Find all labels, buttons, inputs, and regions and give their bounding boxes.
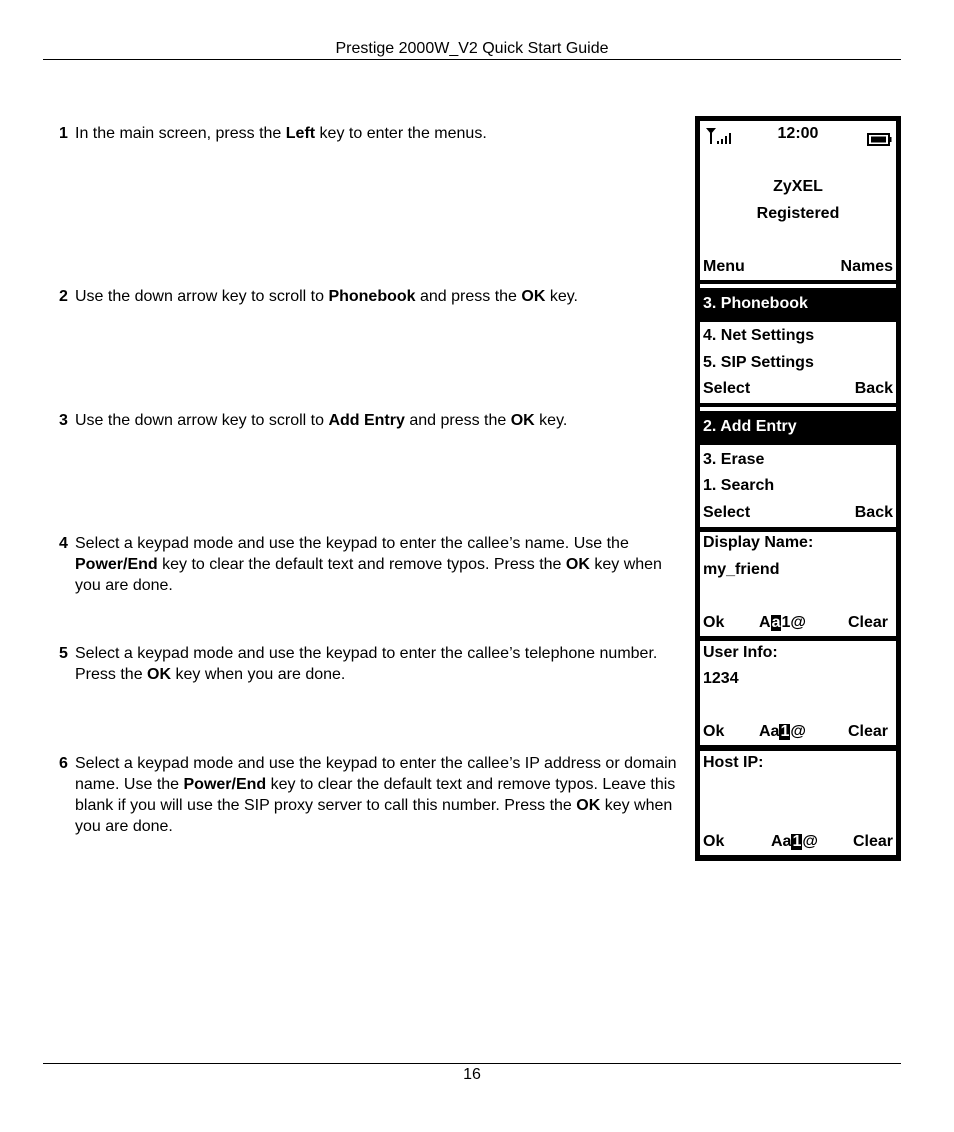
battery-icon [867,133,892,146]
brand-label: ZyXEL [773,178,823,195]
step-number: 6 [59,755,68,772]
field-label: User Info: [703,644,778,661]
step-2: 2 Use the down arrow key to scroll to Phonebook and press the OK key. [59,288,578,305]
phonebook-menu-screen [700,322,896,403]
registration-status: Registered [756,205,840,222]
user-info-screen [700,641,896,745]
step-5: 5 Select a keypad mode and use the keypad to enter the callee’s telephone number. Press the OK key when you are done. [59,645,658,683]
selected-mode: 1 [780,723,790,740]
step-4: 4 Select a keypad mode and use the keypad to enter the callee’s name. Use the Power/End key to clear the default text and remove typos. Press the OK key when you are done. [59,535,662,594]
keypad-mode-indicator[interactable]: Aa1@ [771,833,818,850]
phone-screens-panel [695,116,901,861]
step-number: 4 [59,535,68,552]
field-label: Display Name: [703,534,814,551]
back-softkey[interactable]: Back [854,504,893,521]
ok-softkey[interactable]: Ok [703,614,725,631]
main-screen [700,121,896,280]
ok-softkey[interactable]: Ok [703,723,725,740]
back-softkey[interactable]: Back [854,380,893,397]
select-softkey[interactable]: Select [703,380,751,397]
clock-time: 12:00 [777,125,819,142]
softkey-row [703,613,893,633]
names-softkey[interactable]: Names [840,258,893,275]
clear-softkey[interactable]: Clear [852,833,893,850]
menu-item-sip-settings[interactable]: 5. SIP Settings [703,354,814,371]
host-ip-field[interactable] [703,779,893,799]
keypad-mode-indicator[interactable]: Aa1@ [759,614,806,631]
softkey-row [703,832,893,852]
step-number: 3 [59,412,68,429]
host-ip-screen [700,751,896,855]
step-number: 5 [59,645,68,662]
clear-softkey[interactable]: Clear [847,614,888,631]
menu-item-net-settings[interactable]: 4. Net Settings [703,327,815,344]
step-1: 1 In the main screen, press the Left key to enter the menus. [59,125,487,142]
select-softkey[interactable]: Select [703,504,751,521]
step-number: 1 [59,125,68,142]
page-number: 16 [463,1066,481,1083]
screen-gap-strip [700,407,896,411]
header-rule [43,59,901,60]
menu-softkey[interactable]: Menu [703,258,745,275]
step-number: 2 [59,288,68,305]
selected-mode: 1 [792,833,802,850]
field-label: Host IP: [703,754,764,771]
step-3: 3 Use the down arrow key to scroll to Add Entry and press the OK key. [59,412,568,429]
footer-rule [43,1063,901,1064]
page-header-title: Prestige 2000W_V2 Quick Start Guide [335,40,609,57]
clear-softkey[interactable]: Clear [847,723,888,740]
display-name-screen [700,532,896,636]
ok-softkey[interactable]: Ok [703,833,725,850]
keypad-mode-indicator[interactable]: Aa1@ [759,723,806,740]
softkey-row [703,257,893,277]
menu-highlight-phonebook[interactable]: 3. Phonebook [700,294,896,314]
user-info-field[interactable]: 1234 [703,670,739,687]
softkey-row [703,379,893,399]
screen-gap-strip [700,284,896,288]
display-name-field[interactable]: my_friend [703,561,780,578]
selected-mode: a [771,614,781,631]
softkey-row [703,503,893,523]
softkey-row [703,722,893,742]
addentry-menu-screen [700,445,896,527]
menu-item-search[interactable]: 1. Search [703,477,775,494]
menu-highlight-add-entry[interactable]: 2. Add Entry [700,417,896,437]
step-6: 6 Select a keypad mode and use the keypad to enter the callee’s IP address or domain name. Use the Power/End key to clear the default text and remove typos. Leave this blank if you will use the SIP proxy server to call this number. Press the OK key when you are done. [59,755,677,835]
menu-item-erase[interactable]: 3. Erase [703,451,765,468]
